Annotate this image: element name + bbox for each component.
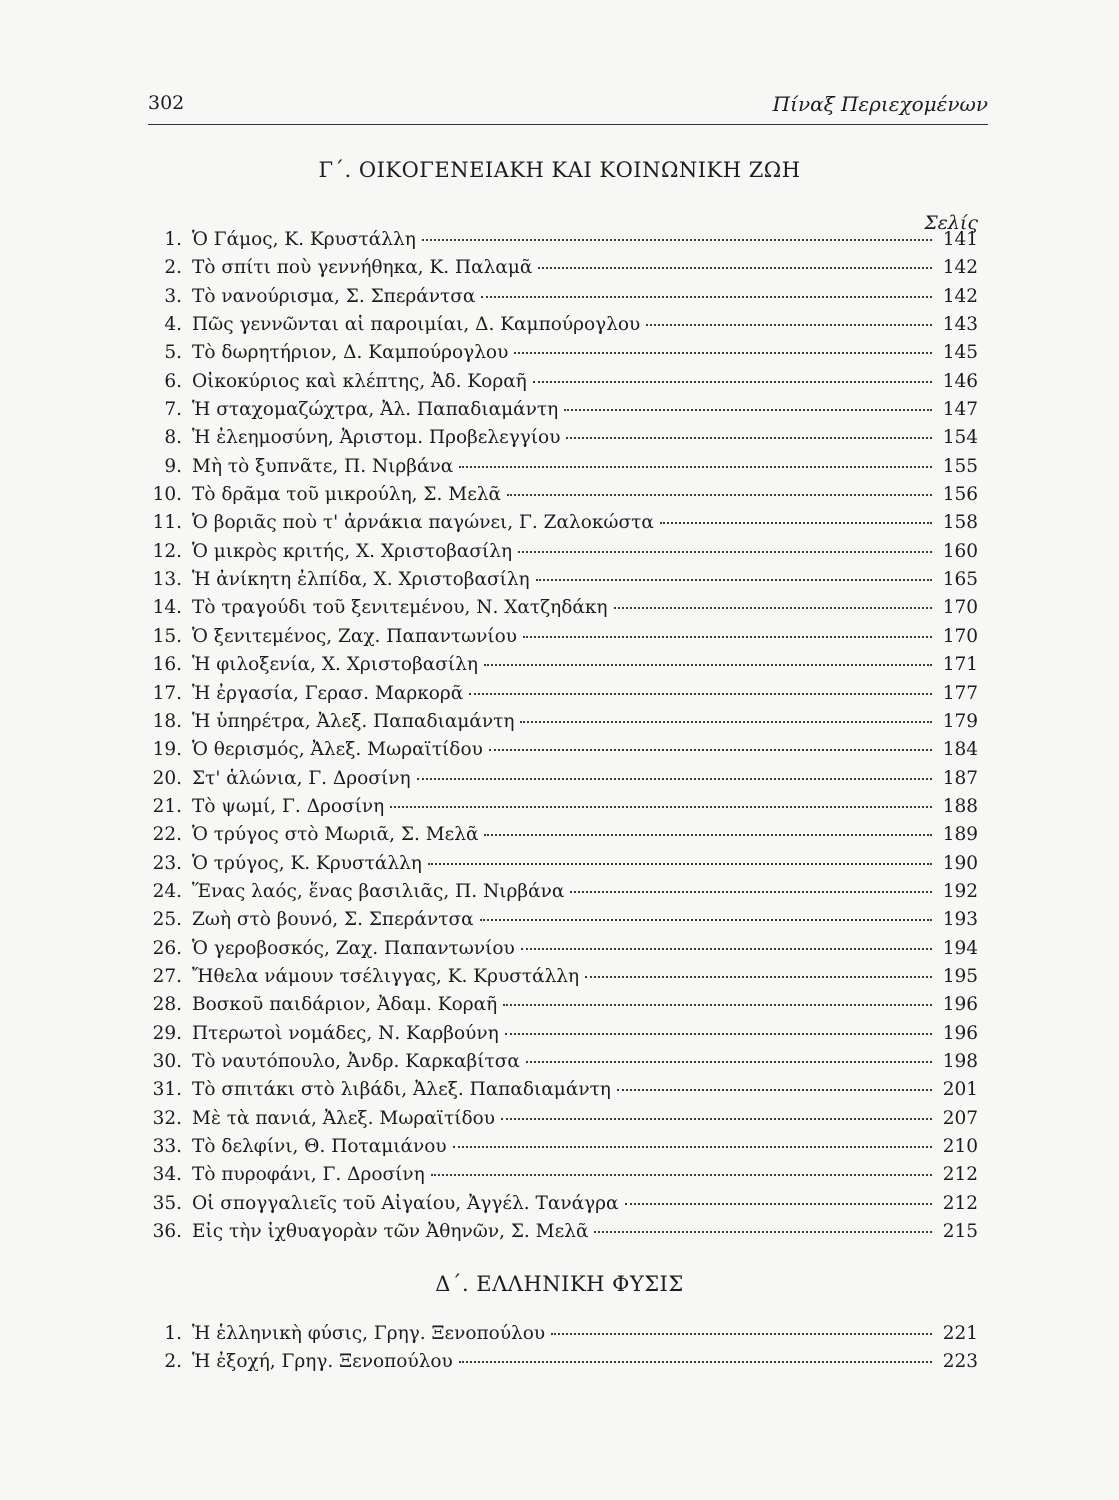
toc-entry: [148, 736, 978, 764]
entry-title: Ἡ σταχομαζώχτρα, Ἀλ. Παπαδιαμάντη: [192, 399, 559, 421]
entry-title: Ἡ ὑπηρέτρα, Ἀλεξ. Παπαδιαμάντη: [192, 710, 515, 732]
dot-leader: [533, 380, 932, 383]
dot-leader: [484, 833, 932, 836]
toc-entry: [148, 651, 978, 679]
dot-leader: [617, 1088, 932, 1091]
toc-entry: [148, 1105, 978, 1133]
entry-title: Εἰς τὴν ἰχθυαγορὰν τῶν Ἀθηνῶν, Σ. Μελᾶ: [192, 1221, 589, 1243]
entry-page-number: 145: [942, 342, 978, 364]
entry-title: Τὸ πυροφάνι, Γ. Δροσίνη: [192, 1164, 425, 1186]
toc-list-section-c: [148, 226, 978, 1246]
dot-leader: [481, 295, 932, 298]
running-title: Πίναξ Περιεχομένων: [772, 92, 988, 116]
entry-number: 25.: [152, 909, 182, 931]
toc-entry: [148, 1020, 978, 1048]
entry-title: Ὁ τρύγος στὸ Μωριᾶ, Σ. Μελᾶ: [192, 824, 479, 846]
entry-title: Τὸ ναυτόπουλο, Ἀνδρ. Καρκαβίτσα: [192, 1050, 520, 1072]
section-title-c: Γ΄. ΟΙΚΟΓΕΝΕΙΑΚΗ ΚΑΙ ΚΟΙΝΩΝΙΚΗ ΖΩΗ: [318, 158, 801, 182]
entry-number: 19.: [152, 739, 182, 761]
dot-leader: [417, 777, 932, 780]
toc-entry: [148, 566, 978, 594]
toc-entry: [148, 1218, 978, 1246]
page-header: [148, 92, 988, 125]
toc-entry: [148, 991, 978, 1019]
entry-page-number: 187: [942, 767, 978, 789]
dot-leader: [566, 436, 932, 439]
dot-leader: [501, 1117, 932, 1120]
toc-entry: [148, 254, 978, 282]
entry-page-number: 155: [942, 455, 978, 477]
dot-leader: [625, 1202, 933, 1205]
pages-column-label: Σελίς: [924, 212, 978, 234]
entry-page-number: 212: [942, 1192, 978, 1214]
entry-title: Ζωὴ στὸ βουνό, Σ. Σπεράντσα: [192, 909, 474, 931]
entry-page-number: 147: [942, 399, 978, 421]
entry-title: Ὁ θερισμός, Ἀλεξ. Μωραϊτίδου: [192, 739, 483, 761]
toc-entry: [148, 509, 978, 537]
entry-page-number: 179: [942, 710, 978, 732]
entry-title: Οἱ σπογγαλιεῖς τοῦ Αἰγαίου, Ἀγγέλ. Τανάγρα: [192, 1192, 619, 1214]
entry-number: 35.: [152, 1192, 182, 1214]
entry-title: Ἤθελα νάμουν τσέλιγγας, Κ. Κρυστάλλη: [192, 965, 580, 987]
entry-number: 10.: [152, 484, 182, 506]
entry-page-number: 192: [942, 880, 978, 902]
dot-leader: [390, 805, 932, 808]
entry-page-number: 170: [942, 597, 978, 619]
dot-leader: [507, 493, 932, 496]
dot-leader: [594, 1230, 932, 1233]
entry-number: 33.: [152, 1136, 182, 1157]
entry-title: Ἡ φιλοξενία, Χ. Χριστοβασίλη: [192, 654, 478, 676]
entry-title: Τὸ δωρητήριον, Δ. Καμπούρογλου: [192, 342, 509, 364]
dot-leader: [521, 947, 932, 950]
dot-leader: [518, 550, 932, 553]
entry-page-number: 160: [942, 540, 978, 562]
entry-page-number: 177: [942, 682, 978, 704]
entry-title: Τὸ σπιτάκι στὸ λιβάδι, Ἀλεξ. Παπαδιαμάντη: [192, 1079, 611, 1101]
entry-page-number: 201: [942, 1079, 978, 1101]
entry-page-number: 143: [942, 314, 978, 336]
dot-leader: [505, 1032, 932, 1035]
toc-entry: [148, 1048, 978, 1076]
entry-page-number: 142: [942, 285, 978, 307]
section-title-d: Δ΄. ΕΛΛΗΝΙΚΗ ΦΥΣΙΣ: [435, 1272, 684, 1296]
entry-page-number: 196: [942, 1022, 978, 1044]
entry-page-number: 196: [942, 994, 978, 1016]
entry-number: 2.: [164, 1351, 182, 1373]
dot-leader: [503, 1003, 932, 1006]
entry-title: Τὸ σπίτι ποὺ γεννήθηκα, Κ. Παλαμᾶ: [192, 257, 533, 279]
entry-title: Τὸ νανούρισμα, Σ. Σπεράντσα: [192, 285, 476, 307]
dot-leader: [660, 521, 932, 524]
dot-leader: [431, 1173, 932, 1176]
entry-number: 20.: [152, 767, 182, 789]
entry-number: 14.: [152, 597, 182, 619]
toc-entry: [148, 935, 978, 963]
entry-title: Τὸ τραγούδι τοῦ ξενιτεμένου, Ν. Χατζηδάκη: [192, 597, 608, 619]
entry-number: 15.: [152, 625, 182, 647]
entry-page-number: 189: [942, 824, 978, 846]
entry-number: 31.: [152, 1079, 182, 1101]
entry-number: 1.: [164, 1323, 182, 1344]
dot-leader: [514, 351, 932, 354]
entry-number: 28.: [152, 994, 182, 1016]
entry-page-number: 142: [942, 257, 978, 279]
toc-entry: [148, 481, 978, 509]
dot-leader: [551, 1332, 932, 1335]
entry-page-number: 210: [942, 1136, 978, 1157]
toc-entry: [148, 906, 978, 934]
toc-list-section-d: [148, 1320, 978, 1377]
toc-entry: [148, 538, 978, 566]
entry-number: 27.: [152, 965, 182, 987]
toc-entry: [148, 594, 978, 622]
entry-page-number: 188: [942, 795, 978, 817]
dot-leader: [480, 918, 932, 921]
dot-leader: [570, 890, 932, 893]
entry-page-number: 193: [942, 909, 978, 931]
entry-page-number: 194: [942, 937, 978, 959]
entry-title: Βοσκοῦ παιδάριον, Ἀδαμ. Κοραῆ: [192, 994, 498, 1016]
entry-number: 4.: [164, 314, 182, 336]
entry-number: 12.: [152, 540, 182, 562]
entry-number: 9.: [164, 455, 182, 477]
entry-number: 8.: [164, 427, 182, 449]
toc-entry: [148, 765, 978, 793]
dot-leader: [526, 1060, 932, 1063]
toc-entry: [148, 623, 978, 651]
entry-number: 26.: [152, 937, 182, 959]
dot-leader: [523, 635, 932, 638]
entry-number: 22.: [152, 824, 182, 846]
entry-title: Ὁ βοριᾶς ποὺ τ' ἀρνάκια παγώνει, Γ. Ζαλοκώστα: [192, 512, 654, 534]
dot-leader: [614, 606, 932, 609]
toc-entry: [148, 878, 978, 906]
entry-page-number: 156: [942, 484, 978, 506]
dot-leader: [489, 748, 932, 751]
toc-entry: [148, 680, 978, 708]
entry-title: Ἕνας λαός, ἕνας βασιλιᾶς, Π. Νιρβάνα: [192, 880, 565, 902]
dot-leader: [646, 323, 932, 326]
entry-title: Ὁ μικρὸς κριτής, Χ. Χριστοβασίλη: [192, 540, 513, 562]
entry-number: 3.: [164, 285, 182, 307]
entry-number: 23.: [152, 852, 182, 874]
toc-entry: [148, 1348, 978, 1376]
toc-entry: [148, 226, 978, 254]
entry-page-number: 170: [942, 625, 978, 647]
entry-page-number: 207: [942, 1107, 978, 1129]
dot-leader: [469, 692, 932, 695]
entry-title: Ὁ Γάμος, Κ. Κρυστάλλη: [192, 229, 416, 250]
entry-page-number: 223: [942, 1351, 978, 1373]
entry-title: Ἡ ἑλληνικὴ φύσις, Γρηγ. Ξενοπούλου: [192, 1323, 546, 1344]
entry-page-number: 190: [942, 852, 978, 874]
toc-entry: [148, 311, 978, 339]
entry-title: Ὁ ξενιτεμένος, Ζαχ. Παπαντωνίου: [192, 625, 518, 647]
toc-entry: [148, 396, 978, 424]
entry-page-number: 171: [942, 654, 978, 676]
toc-entry: [148, 821, 978, 849]
entry-title: Ὁ τρύγος, Κ. Κρυστάλλη: [192, 852, 422, 874]
toc-entry: [148, 1076, 978, 1104]
entry-number: 2.: [164, 257, 182, 279]
entry-number: 5.: [164, 342, 182, 364]
toc-entry: [148, 850, 978, 878]
entry-number: 34.: [152, 1164, 182, 1186]
toc-entry: [148, 453, 978, 481]
entry-number: 16.: [152, 654, 182, 676]
dot-leader: [585, 975, 932, 978]
entry-page-number: 212: [942, 1164, 978, 1186]
entry-title: Πτερωτοὶ νομάδες, Ν. Καρβούνη: [192, 1022, 499, 1044]
entry-title: Τὸ δρᾶμα τοῦ μικρούλη, Σ. Μελᾶ: [192, 484, 502, 506]
entry-title: Πῶς γεννῶνται αἱ παροιμίαι, Δ. Καμπούρογλου: [192, 314, 641, 336]
entry-title: Τὸ δελφίνι, Θ. Ποταμιάνου: [192, 1136, 447, 1157]
dot-leader: [428, 862, 932, 865]
toc-entry: [148, 1161, 978, 1189]
toc-entry: [148, 1320, 978, 1348]
toc-entry: [148, 1190, 978, 1218]
entry-title: Ἡ ἐξοχή, Γρηγ. Ξενοπούλου: [192, 1351, 453, 1373]
entry-number: 6.: [164, 370, 182, 392]
dot-leader: [538, 266, 932, 269]
dot-leader: [520, 720, 932, 723]
entry-page-number: 195: [942, 965, 978, 987]
entry-title: Μὴ τὸ ξυπνᾶτε, Π. Νιρβάνα: [192, 455, 454, 477]
toc-entry: [148, 708, 978, 736]
entry-number: 29.: [152, 1022, 182, 1044]
entry-number: 1.: [164, 229, 182, 250]
toc-entry: [148, 339, 978, 367]
entry-page-number: 215: [942, 1221, 978, 1243]
toc-entry: [148, 963, 978, 991]
entry-page-number: 154: [942, 427, 978, 449]
entry-number: 21.: [152, 795, 182, 817]
toc-entry: [148, 793, 978, 821]
toc-entry: [148, 424, 978, 452]
page-number: 302: [148, 92, 185, 114]
entry-number: 13.: [152, 569, 182, 591]
entry-page-number: 221: [942, 1323, 978, 1344]
entry-number: 30.: [152, 1050, 182, 1072]
entry-number: 11.: [152, 512, 182, 534]
entry-number: 24.: [152, 880, 182, 902]
entry-title: Στ' ἁλώνια, Γ. Δροσίνη: [192, 767, 411, 789]
entry-title: Μὲ τὰ πανιά, Ἀλεξ. Μωραϊτίδου: [192, 1107, 496, 1129]
entry-page-number: 146: [942, 370, 978, 392]
entry-title: Ἡ ἐργασία, Γερασ. Μαρκορᾶ: [192, 682, 464, 704]
entry-page-number: 184: [942, 739, 978, 761]
entry-page-number: 165: [942, 569, 978, 591]
dot-leader: [536, 578, 932, 581]
entry-number: 17.: [152, 682, 182, 704]
dot-leader: [459, 465, 932, 468]
entry-page-number: 198: [942, 1050, 978, 1072]
entry-number: 7.: [164, 399, 182, 421]
entry-title: Ὁ γεροβοσκός, Ζαχ. Παπαντωνίου: [192, 937, 515, 959]
entry-number: 18.: [152, 710, 182, 732]
entry-number: 32.: [152, 1107, 182, 1129]
dot-leader: [453, 1145, 932, 1148]
entry-page-number: 141: [942, 229, 978, 250]
toc-entry: [148, 1133, 978, 1161]
entry-title: Ἡ ἀνίκητη ἐλπίδα, Χ. Χριστοβασίλη: [192, 569, 530, 591]
dot-leader: [459, 1360, 932, 1363]
entry-number: 36.: [152, 1221, 182, 1243]
entry-title: Οἰκοκύριος καὶ κλέπτης, Ἀδ. Κοραῆ: [192, 370, 527, 392]
entry-page-number: 158: [942, 512, 978, 534]
toc-entry: [148, 368, 978, 396]
entry-title: Ἡ ἐλεημοσύνη, Ἀριστομ. Προβελεγγίου: [192, 427, 561, 449]
dot-leader: [422, 238, 932, 241]
toc-entry: [148, 283, 978, 311]
dot-leader: [564, 408, 932, 411]
dot-leader: [484, 663, 932, 666]
entry-title: Τὸ ψωμί, Γ. Δροσίνη: [192, 795, 385, 817]
